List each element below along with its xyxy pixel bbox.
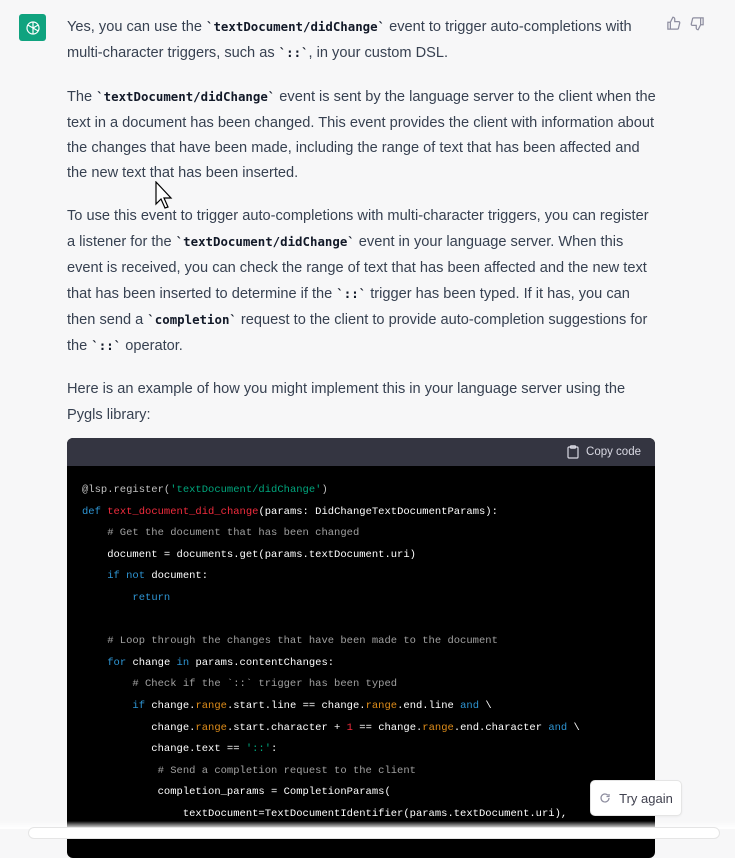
code-line (82, 566, 640, 588)
code-token: textDocument=TextDocumentIdentifier(params.textDocument.uri), (82, 807, 568, 820)
text-span: event to trigger auto-completions with multi-character triggers, such as (67, 19, 632, 62)
code-line (82, 653, 640, 675)
clipboard-icon (567, 445, 579, 459)
code-token: range (195, 721, 227, 734)
copy-code-button[interactable] (567, 445, 641, 459)
code-token (82, 657, 107, 669)
text-span: event is sent by the language server to the client when the text in a document has been changed. This event provides the client with information about the changes that have been made, including the range of text that has been affected and the new text that has been inserted. (67, 89, 656, 182)
code-token: \ (485, 699, 492, 712)
code-block-header (67, 438, 655, 466)
code-token: for (107, 656, 133, 669)
code-token: \ (573, 721, 580, 734)
thumbs-down-icon[interactable] (690, 16, 706, 32)
code-line (82, 674, 640, 696)
code-token: range (422, 721, 454, 734)
code-line (82, 696, 640, 718)
code-token: # Check if the `::` trigger has been typed (82, 678, 398, 691)
code-token: range (195, 699, 227, 712)
code-token: and (460, 699, 486, 712)
code-token: .start.line == change. (226, 699, 366, 712)
code-token: return (132, 591, 171, 604)
mouse-cursor-icon (155, 181, 175, 214)
thumbs-up-icon[interactable] (666, 16, 682, 32)
code-token: change. (82, 721, 196, 734)
inline-code: `textDocument/didChange` (175, 234, 355, 250)
assistant-message (67, 14, 657, 446)
text-span: , in your custom DSL. (308, 45, 449, 62)
code-token: document: (151, 570, 209, 583)
code-line (82, 545, 640, 567)
try-again-button[interactable] (590, 780, 682, 816)
feedback-buttons (666, 16, 706, 32)
code-token: change.text == (82, 743, 246, 756)
copy-code-label: Copy code (586, 446, 641, 458)
text-span: To use this event to trigger auto-completions with multi-character triggers, you can register a listener for the (67, 208, 649, 251)
code-token: # Send a completion request to the client (82, 764, 416, 777)
text-span: The (67, 89, 97, 106)
code-line (82, 761, 640, 783)
code-token: 'textDocument/didChange' (170, 484, 322, 496)
code-line (82, 588, 640, 610)
code-token: @lsp.register( (82, 484, 171, 496)
code-token: if (132, 699, 152, 712)
code-line (82, 502, 640, 524)
code-line (82, 480, 640, 502)
text-span: request to the client to provide auto-completion suggestions for the (67, 312, 648, 355)
code-token: (params: DidChangeTextDocumentParams): (258, 505, 498, 518)
code-token: range (365, 699, 398, 712)
code-token: completion_params = CompletionParams( (82, 786, 391, 799)
code-token: def (82, 505, 108, 518)
code-line (82, 782, 640, 804)
code-token: : (271, 743, 278, 756)
message-paragraph (67, 377, 657, 427)
code-token: change. (151, 699, 196, 712)
message-paragraph (67, 14, 657, 66)
text-span: Here is an example of how you might implement this in your language server using the Pygls library: (67, 381, 626, 423)
code-line (82, 610, 640, 632)
text-span: trigger has been typed. If it has, you can then send a (67, 285, 630, 329)
code-token: # Get the document that has been changed (82, 527, 360, 540)
code-token: and (548, 721, 574, 734)
code-token (82, 570, 107, 582)
text-span: operator. (121, 338, 183, 355)
inline-code: `textDocument/didChange` (206, 19, 386, 34)
code-token: if not (107, 570, 152, 583)
code-line (82, 523, 640, 545)
inline-code: `::` (278, 45, 309, 61)
code-token: document = documents.get(params.textDocument.uri) (82, 548, 416, 561)
code-token: .end.character (453, 721, 549, 734)
inline-code: `completion` (147, 312, 237, 328)
message-paragraph (67, 84, 657, 186)
code-block (67, 438, 655, 858)
text-span: Yes, you can use the (67, 19, 207, 35)
try-again-label: Try again (619, 790, 673, 806)
code-line (82, 739, 640, 761)
code-token: in (176, 656, 196, 669)
code-token: ) (321, 484, 328, 496)
openai-logo-icon (24, 19, 42, 37)
code-token: change (132, 656, 177, 669)
code-token: '::' (245, 743, 272, 756)
inline-code: `::` (336, 285, 367, 301)
code-token: params.contentChanges: (195, 656, 335, 669)
code-token (82, 700, 132, 712)
code-token (82, 592, 132, 604)
code-token: .start.character + (226, 721, 347, 734)
refresh-icon (599, 792, 611, 804)
code-token: 1 (346, 721, 353, 734)
text-span: event in your language server. When this event is received, you can check the range of text that has been affected and the new text that has been inserted to determine if the (67, 234, 647, 302)
code-token: .end.line (397, 699, 461, 712)
assistant-avatar (19, 14, 46, 41)
code-token: text_document_did_change (107, 505, 259, 518)
message-paragraph (67, 204, 657, 359)
inline-code: `textDocument/didChange` (96, 89, 276, 105)
code-line (82, 631, 640, 653)
code-token: == change. (352, 721, 423, 734)
inline-code: `::` (91, 338, 122, 354)
code-line (82, 718, 640, 740)
code-token: # Loop through the changes that have been made to the document (82, 635, 498, 648)
code-content (67, 466, 655, 840)
